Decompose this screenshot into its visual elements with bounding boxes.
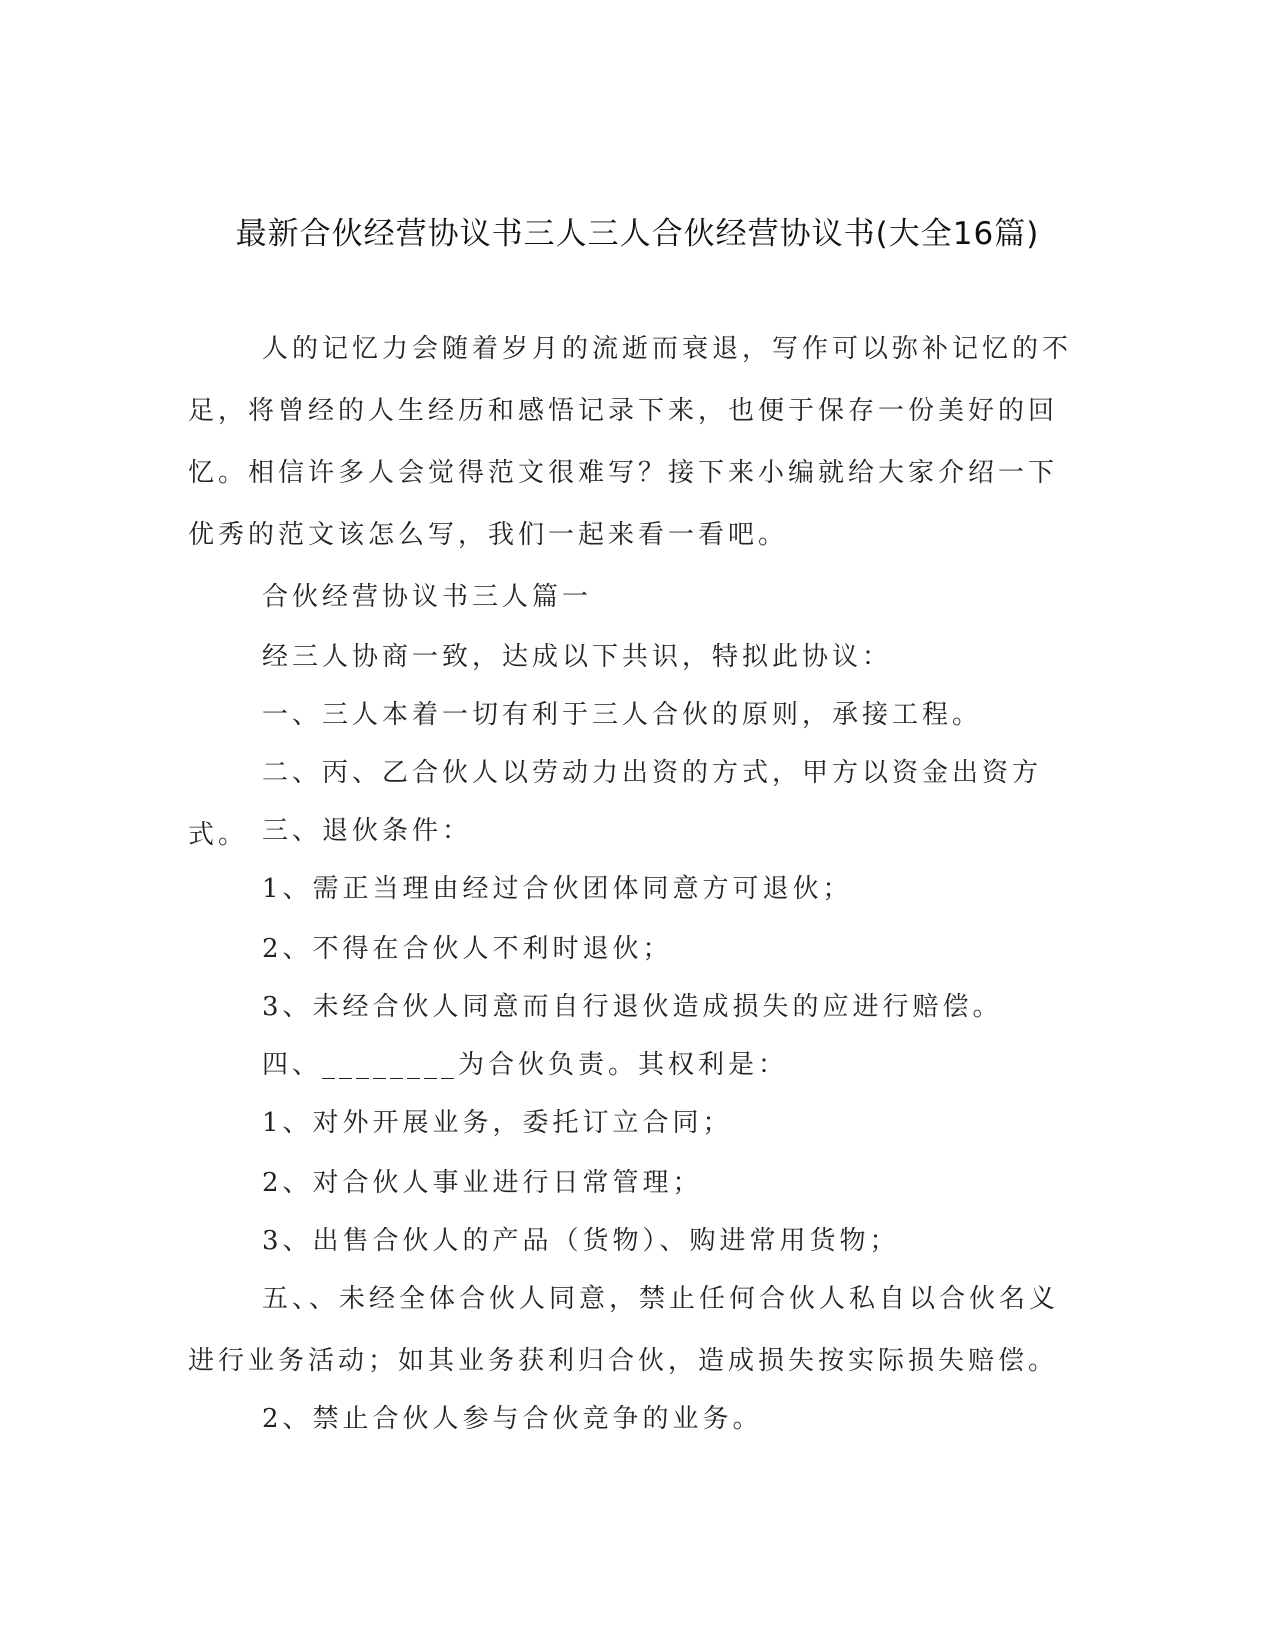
clause-paragraph: 2、禁止合伙人参与合伙竞争的业务。 — [262, 1404, 763, 1434]
clause-paragraph: 四、________为合伙负责。其权利是： — [262, 1050, 789, 1080]
clause-paragraph: 1、需正当理由经过合伙团体同意方可退伙； — [262, 874, 853, 904]
body-paragraph: 经三人协商一致，达成以下共识，特拟此协议： — [262, 642, 893, 672]
clause-paragraph: 一、三人本着一切有利于三人合伙的原则，承接工程。 — [262, 700, 983, 730]
clause-paragraph: 五、、未经全体合伙人同意，禁止任何合伙人私自以合伙名义进行业务活动；如其业务获利归合伙，造成损失按实际损失赔偿。 — [188, 1284, 1060, 1376]
document-title: 最新合伙经营协议书三人三人合伙经营协议书(大全16篇) — [235, 216, 1040, 252]
clause-paragraph: 三、退伙条件： — [262, 816, 473, 846]
clause-paragraph: 2、不得在合伙人不利时退伙； — [262, 934, 673, 964]
intro-paragraph: 人的记忆力会随着岁月的流逝而衰退，写作可以弥补记忆的不足，将曾经的人生经历和感悟记录下来，也便于保存一份美好的回忆。相信许多人会觉得范文很难写？接下来小编就给大家介绍一下优秀的范文该怎么写，我们一起来看一看吧。 — [188, 334, 1073, 550]
section-heading: 合伙经营协议书三人篇一 — [262, 582, 593, 612]
clause-paragraph: 3、未经合伙人同意而自行退伙造成损失的应进行赔偿。 — [262, 992, 1003, 1022]
clause-paragraph: 二、丙、乙合伙人以劳动力出资的方式，甲方以资金出资方式。 — [188, 758, 1043, 850]
clause-paragraph: 2、对合伙人事业进行日常管理； — [262, 1168, 703, 1198]
clause-paragraph: 1、对外开展业务，委托订立合同； — [262, 1108, 733, 1138]
clause-paragraph: 3、出售合伙人的产品（货物）、购进常用货物； — [262, 1226, 900, 1256]
